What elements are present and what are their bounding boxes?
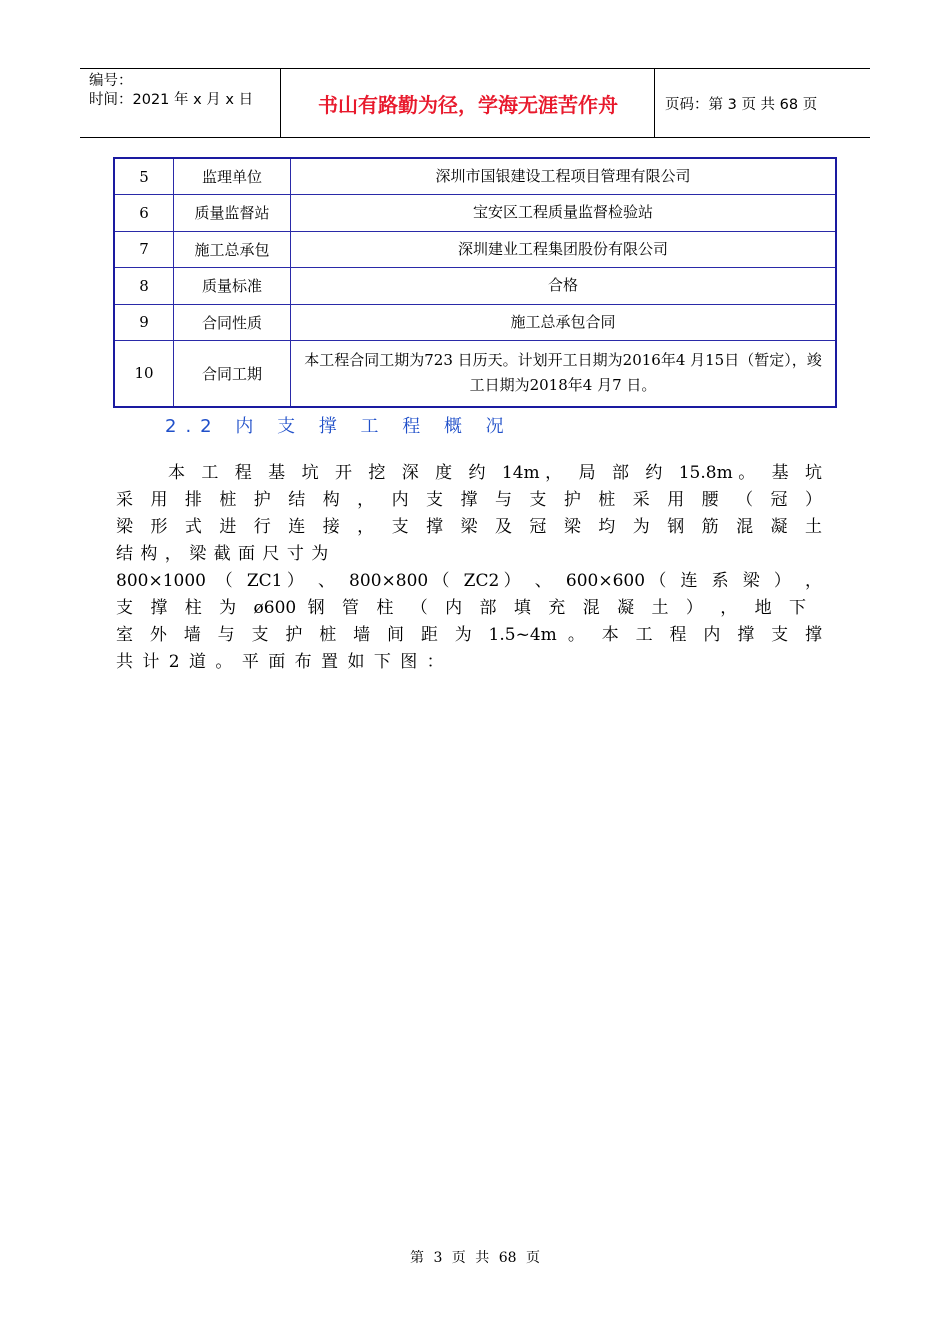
body-line: 支 撑 柱 为 ø600 钢 管 柱 （ 内 部 填 充 混 凝 土 ） ， 地 下 — [116, 598, 806, 618]
page-header — [80, 68, 870, 138]
section-heading: 2.2 内 支 撑 工 程 概 况 — [165, 416, 513, 437]
header-time-label: 时间：2021 年 x 月 x 日 — [89, 92, 254, 108]
project-info-table — [113, 157, 837, 408]
body-line: 梁 形 式 进 行 连 接 ， 支 撑 梁 及 冠 梁 均 为 钢 筋 混 凝 土 — [116, 517, 822, 537]
row-value: 施工总承包合同 — [291, 304, 837, 341]
row-number: 8 — [114, 268, 174, 305]
table-row — [114, 158, 836, 195]
header-number-label: 编号： — [89, 73, 133, 89]
table-row — [114, 304, 836, 341]
table-row — [114, 231, 836, 268]
body-line: 结 构 ， 梁 截 面 尺 寸 为 — [116, 544, 329, 564]
body-line: 室 外 墙 与 支 护 桩 墙 间 距 为 1.5~4m 。 本 工 程 内 撑 支 撑 — [116, 625, 822, 645]
header-motto: 书山有路勤为径，学海无涯苦作舟 — [282, 69, 655, 137]
body-line: 共 计 2 道 。 平 面 布 置 如 下 图 ： — [116, 652, 444, 672]
header-meta — [80, 69, 281, 137]
row-value: 深圳建业工程集团股份有限公司 — [291, 231, 837, 268]
row-item: 质量标准 — [174, 268, 291, 305]
body-line: 800×1000 （ ZC1） 、 800×800（ ZC2） 、 600×600（ 连 系 梁 ） ， — [116, 571, 822, 591]
header-page-label: 页码：第 3 页 共 68 页 — [665, 96, 818, 113]
body-line: 本 工 程 基 坑 开 挖 深 度 约 14m， 局 部 约 15.8m。 基 坑 — [168, 463, 822, 483]
row-value: 宝安区工程质量监督检验站 — [291, 195, 837, 232]
table-row — [114, 268, 836, 305]
row-number: 7 — [114, 231, 174, 268]
row-value: 合格 — [291, 268, 837, 305]
page-footer: 第 3 页 共 68 页 — [410, 1250, 540, 1266]
row-value: 本工程合同工期为723 日历天。计划开工日期为2016年4 月15日（暂定），竣工日期为2018年4 月7 日。 — [291, 341, 837, 407]
row-number: 10 — [114, 341, 174, 407]
body-line: 采 用 排 桩 护 结 构 ， 内 支 撑 与 支 护 桩 采 用 腰 （ 冠 ） — [116, 490, 822, 510]
row-item: 监理单位 — [174, 158, 291, 195]
table-row — [114, 341, 836, 407]
table-row — [114, 195, 836, 232]
row-number: 5 — [114, 158, 174, 195]
row-number: 6 — [114, 195, 174, 232]
row-item: 合同工期 — [174, 341, 291, 407]
row-item: 质量监督站 — [174, 195, 291, 232]
row-value: 深圳市国银建设工程项目管理有限公司 — [291, 158, 837, 195]
row-number: 9 — [114, 304, 174, 341]
row-item: 合同性质 — [174, 304, 291, 341]
row-item: 施工总承包 — [174, 231, 291, 268]
